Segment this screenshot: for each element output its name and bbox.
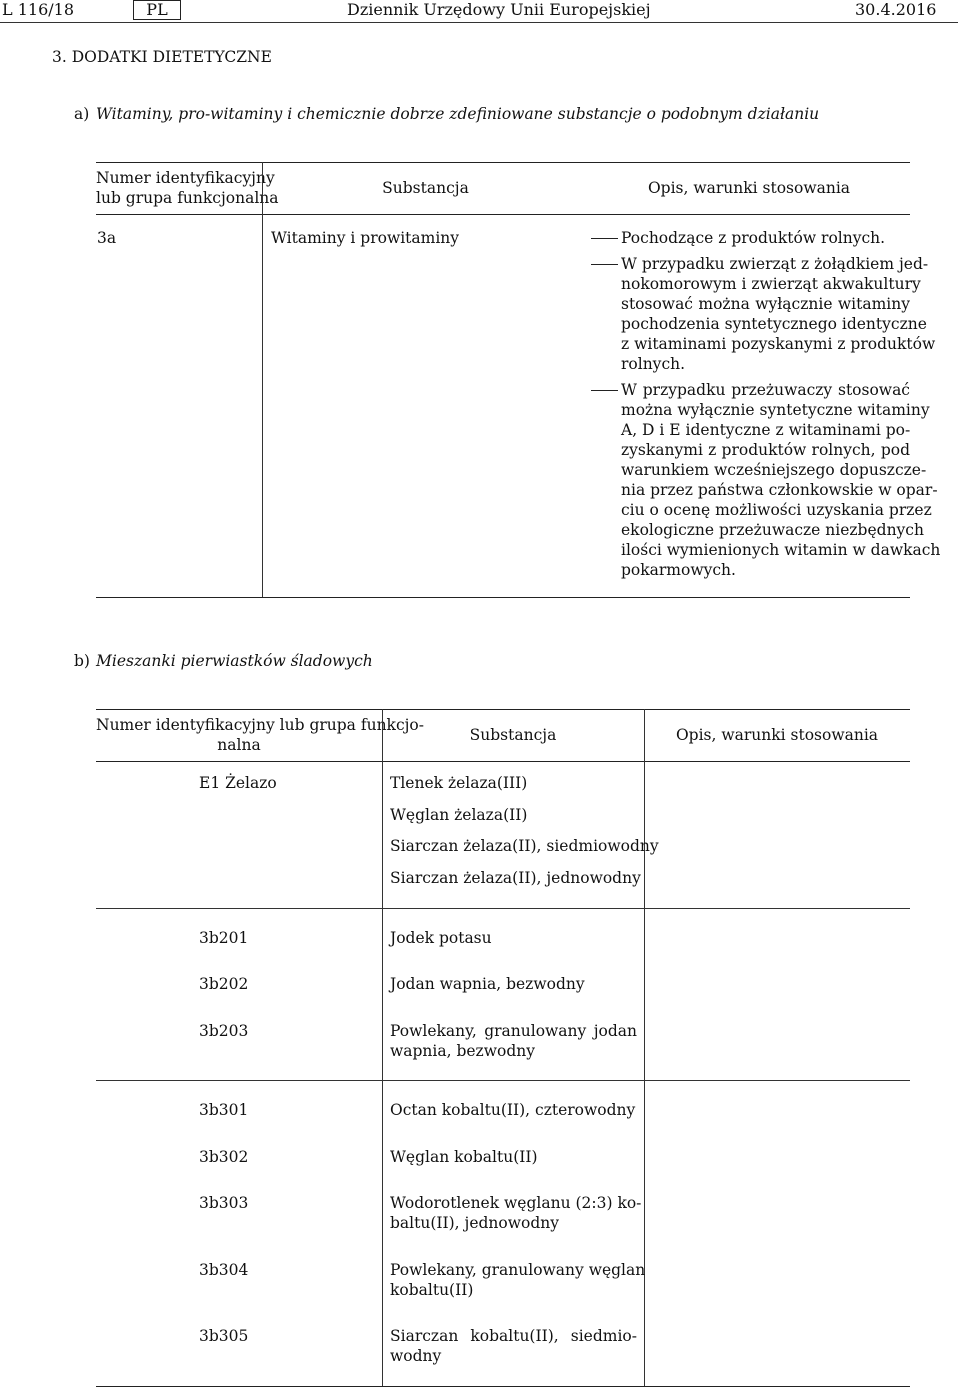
table-a-bottom-rule xyxy=(96,597,910,598)
table-b-substance: Powlekany, granulowany jodan xyxy=(390,1022,637,1040)
table-b-header-rule xyxy=(96,761,910,762)
table-b-substance: kobaltu(II) xyxy=(390,1281,474,1299)
table-b-col-id-line2: nalna xyxy=(217,736,261,754)
table-a-column-divider xyxy=(262,162,263,598)
condition-3-line: nia przez państwa członkowskie w opar- xyxy=(621,481,938,499)
table-b-group-id: E1 Żelazo xyxy=(199,774,277,792)
condition-2-line: nokomorowym i zwierząt akwakultury xyxy=(621,275,921,293)
condition-3-line: W przypadku przeżuwaczy stosować xyxy=(621,381,910,399)
journal-title: Dziennik Urzędowy Unii Europejskiej xyxy=(347,0,651,19)
table-b-substance: Wodorotlenek węglanu (2:3) ko- xyxy=(390,1194,642,1212)
condition-2-line: z witaminami pozyskanymi z produktów xyxy=(621,335,936,353)
table-b-substance: baltu(II), jednowodny xyxy=(390,1214,560,1232)
condition-3-line: warunkiem wcześniejszego dopuszcze- xyxy=(621,461,927,479)
condition-3-line: pokarmowych. xyxy=(621,561,736,579)
language-badge: PL xyxy=(133,0,181,20)
condition-3-line: ekologiczne przeżuwacze niezbędnych xyxy=(621,521,924,539)
part-a-title: Witaminy, pro-witaminy i chemicznie dobrze zdefiniowane substancje o podobnym działaniu xyxy=(96,105,820,123)
table-a-col-id-line2: lub grupa funkcjonalna xyxy=(96,189,279,207)
table-b-substance: Węglan kobaltu(II) xyxy=(390,1148,538,1166)
table-b-col-description: Opis, warunki stosowania xyxy=(675,726,879,744)
table-b-substance: Siarczan żelaza(II), jednowodny xyxy=(390,869,641,887)
condition-2-line: stosować można wyłącznie witaminy xyxy=(621,295,910,313)
table-b-id: 3b201 xyxy=(199,929,249,947)
table-a-col-description: Opis, warunki stosowania xyxy=(647,179,851,197)
condition-3-line: ciu o ocenę możliwości uzyskania przez xyxy=(621,501,932,519)
condition-3-line: zyskanymi z produktów rolnych, pod xyxy=(621,441,910,459)
header-rule xyxy=(0,22,958,23)
table-b-substance: Siarczan żelaza(II), siedmiowodny xyxy=(390,837,659,855)
table-b-row-rule xyxy=(96,908,910,909)
table-b-col-id-line1: Numer identyfikacyjny lub grupa funkcjo- xyxy=(96,716,424,734)
part-b-title: Mieszanki pierwiastków śladowych xyxy=(96,652,373,670)
page-reference: L 116/18 xyxy=(2,0,74,19)
section-title: 3. DODATKI DIETETYCZNE xyxy=(52,48,272,66)
condition-2-line: W przypadku zwierząt z żołądkiem jed- xyxy=(621,255,929,273)
table-b-col-substance: Substancja xyxy=(469,726,557,744)
table-b-id: 3b302 xyxy=(199,1148,249,1166)
em-dash xyxy=(591,264,618,265)
condition-2-line: rolnych. xyxy=(621,355,686,373)
condition-3-line: można wyłącznie syntetyczne witaminy xyxy=(621,401,930,419)
em-dash xyxy=(591,238,618,239)
table-b-substance: Octan kobaltu(II), czterowodny xyxy=(390,1101,636,1119)
table-b-substance: wodny xyxy=(390,1347,442,1365)
table-b-bottom-rule xyxy=(96,1386,910,1387)
table-b-column-divider-1 xyxy=(382,709,383,1387)
table-b-substance: Jodek potasu xyxy=(390,929,492,947)
condition-3-line: ilości wymienionych witamin w dawkach xyxy=(621,541,941,559)
table-b-id: 3b305 xyxy=(199,1327,249,1345)
table-b-top-rule xyxy=(96,709,910,710)
condition-1-line: Pochodzące z produktów rolnych. xyxy=(621,229,886,247)
table-b-id: 3b303 xyxy=(199,1194,249,1212)
table-b-id: 3b202 xyxy=(199,975,249,993)
table-a-top-rule xyxy=(96,162,910,163)
table-a-row-id: 3a xyxy=(97,229,117,247)
condition-3-line: A, D i E identyczne z witaminami po- xyxy=(621,421,911,439)
table-b-substance: Jodan wapnia, bezwodny xyxy=(390,975,585,993)
table-a-col-id-line1: Numer identyfikacyjny xyxy=(96,169,275,187)
part-a-marker: a) xyxy=(74,105,90,123)
table-b-row-rule xyxy=(96,1080,910,1081)
table-b-id: 3b304 xyxy=(199,1261,249,1279)
table-a-row-substance: Witaminy i prowitaminy xyxy=(271,229,460,247)
table-a-col-substance: Substancja xyxy=(382,179,469,197)
table-b-substance: wapnia, bezwodny xyxy=(390,1042,535,1060)
table-b-id: 3b301 xyxy=(199,1101,249,1119)
table-b-substance: Tlenek żelaza(III) xyxy=(390,774,528,792)
publication-date: 30.4.2016 xyxy=(855,0,937,19)
table-b-column-divider-2 xyxy=(644,709,645,1387)
part-b-marker: b) xyxy=(74,652,90,670)
table-a-header-rule xyxy=(96,214,910,215)
table-b-substance: Powlekany, granulowany węglan xyxy=(390,1261,646,1279)
table-b-substance: Siarczan kobaltu(II), siedmio- xyxy=(390,1327,637,1345)
condition-2-line: pochodzenia syntetycznego identyczne xyxy=(621,315,927,333)
em-dash xyxy=(591,390,618,391)
table-b-substance: Węglan żelaza(II) xyxy=(390,806,528,824)
table-b-id: 3b203 xyxy=(199,1022,249,1040)
